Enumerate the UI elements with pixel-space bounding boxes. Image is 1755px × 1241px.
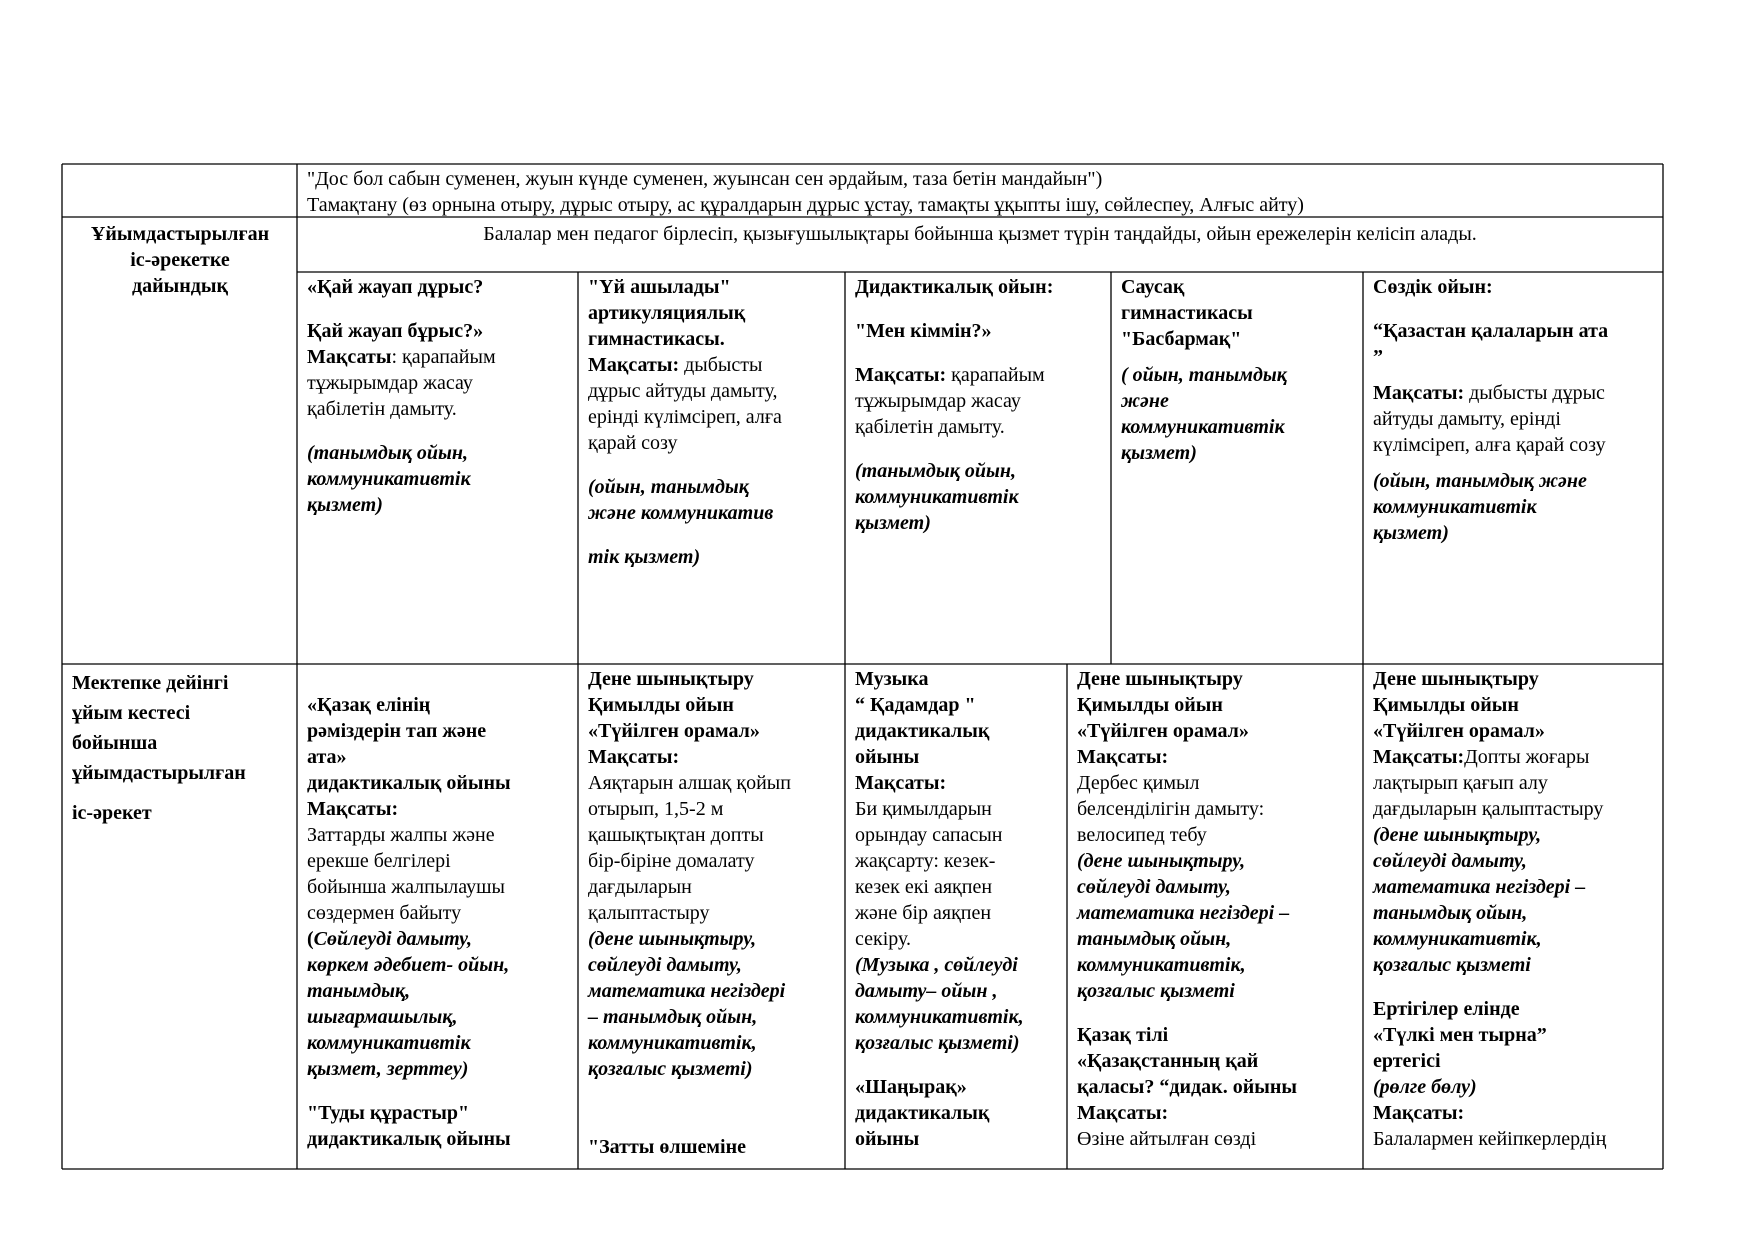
row2-label-line: дайындық [131, 275, 229, 297]
activity-note: коммуникативтік, [855, 1006, 1024, 1028]
game-title: дидактикалық ойыны [307, 1128, 511, 1150]
game-title: "Үй ашылады" [588, 276, 731, 298]
row1-content-cell [299, 166, 1661, 216]
game-title: дидактикалық [855, 1102, 990, 1124]
game-title: "Туды құрастыр" [307, 1102, 470, 1124]
goal-label: Мақсаты: [588, 746, 680, 768]
goal-text: қарай созу [588, 432, 678, 454]
game-title: гимнастикасы [1121, 302, 1253, 324]
goal-text: ерінді күлімсіреп, алға [588, 406, 782, 428]
game-title: ойыны [855, 746, 920, 768]
goal-text: лақтырып қағып алу [1373, 772, 1548, 794]
goal-label: Мақсаты: [855, 772, 947, 794]
game-title: «Түйілген орамал» [588, 720, 760, 742]
game-title: Қай жауап бұрыс?» [307, 320, 484, 342]
game-title: Музыка [855, 668, 929, 690]
goal-text: белсенділігін дамыту: [1077, 798, 1265, 820]
game-title: ата» [307, 746, 347, 768]
row1-line2: Тамақтану (өз орнына отыру, дұрыс отыру, ас құралдарын дұрыс ұстау, тамақты ұқыпты ішу, сөйлеспеу, Алғыс айту) [307, 194, 1304, 216]
game-name: "Мен кіммін?» [855, 320, 992, 342]
activity-note: қозғалыс қызметі) [588, 1058, 753, 1080]
game-title: «Түйілген орамал» [1373, 720, 1545, 742]
game-title: «Шаңырақ» [855, 1076, 967, 1098]
row3-label-line: Мектепке дейінгі [72, 672, 229, 694]
row2-intro: Балалар мен педагог бірлесіп, қызығушылықтары бойынша қызмет түрін таңдайды, ойын ережелерін келісіп алады. [483, 223, 1477, 245]
goal-text: тұжырымдар жасау [855, 390, 1021, 412]
activity-note: (дене шынықтыру, [1373, 824, 1542, 846]
goal-label: Мақсаты [307, 346, 392, 368]
game-title: "Басбармақ" [1121, 328, 1242, 350]
activity-note: қозғалыс қызметі) [855, 1032, 1020, 1054]
goal-text: күлімсіреп, алға қарай созу [1373, 434, 1606, 456]
activity-note: (ойын, танымдық [588, 476, 749, 498]
activity-note: сөйлеуді дамыту, [588, 954, 742, 976]
game-title: «Түйілген орамал» [1077, 720, 1249, 742]
goal-text: қабілетін дамыту. [855, 416, 1005, 438]
activity-note: коммуникативтік, [588, 1032, 757, 1054]
activity-note: (дене шынықтыру, [1077, 850, 1246, 872]
goal-text: Балалармен кейіпкерлердің [1373, 1128, 1607, 1150]
game-title: Дене шынықтыру [1373, 668, 1539, 690]
row3-col1-cell [299, 666, 577, 1168]
activity-note: қозғалыс қызметі [1373, 954, 1531, 976]
activity-note: (танымдық ойын, [855, 460, 1016, 482]
game-title: дидактикалық [855, 720, 990, 742]
activity-note: қызмет) [307, 494, 383, 516]
game-title: Қимылды ойын [1077, 694, 1223, 716]
goal-text: қабілетін дамыту. [307, 398, 457, 420]
game-title: Ертігілер елінде [1373, 998, 1520, 1020]
game-title: дидактикалық ойыны [307, 772, 511, 794]
activity-note: – танымдық ойын, [588, 1006, 758, 1028]
goal-text: велосипед тебу [1077, 824, 1207, 846]
activity-note: танымдық ойын, [1077, 928, 1232, 950]
activity-note: математика негіздері – [1373, 876, 1586, 898]
row3-col4-cell [1069, 666, 1362, 1168]
activity-note: (танымдық ойын, [307, 442, 468, 464]
game-title: “ Қадамдар " [855, 694, 976, 716]
goal-text: Би қимылдарын [855, 798, 992, 820]
row3-col2-cell [580, 666, 844, 1168]
goal-text: айтуды дамыту, ерінді [1373, 408, 1561, 430]
goal-text: отырып, 1,5-2 м [588, 798, 724, 820]
activity-note: коммуникативтік [307, 1032, 471, 1054]
activity-note: коммуникативтік [1373, 496, 1537, 518]
activity-note: тік қызмет) [588, 546, 701, 568]
activity-note: қызмет) [1121, 442, 1197, 464]
goal-text: бойынша жалпылаушы [307, 876, 505, 898]
row2-label-cell [64, 219, 296, 659]
goal-text: дағдыларын [588, 876, 692, 898]
row2-col5-cell [1365, 274, 1662, 662]
activity-note: ( [307, 928, 314, 950]
activity-note: коммуникативтік, [1373, 928, 1542, 950]
activity-note: коммуникативтік [307, 468, 471, 490]
game-name: “Қазастан қалаларын ата [1373, 320, 1609, 342]
activity-note: математика негіздері – [1077, 902, 1290, 924]
activity-note: математика негіздері [588, 980, 786, 1002]
goal-text: Дербес қимыл [1077, 772, 1200, 794]
game-title: ойыны [855, 1128, 920, 1150]
activity-note: және [1121, 390, 1169, 412]
activity-note: (ойын, танымдық және [1373, 470, 1587, 492]
activity-note: дамыту– ойын , [855, 980, 998, 1002]
activity-note: коммуникативтік [855, 486, 1019, 508]
row3-col5-cell [1365, 666, 1662, 1168]
goal-text: қарапайым [946, 364, 1045, 386]
goal-text: жақсарту: кезек- [855, 850, 996, 872]
goal-text: дыбысты [679, 354, 763, 376]
row3-label-line: іс-әрекет [72, 802, 152, 824]
goal-label: Мақсаты: [1373, 746, 1465, 768]
row3-label-line: бойынша [72, 732, 158, 754]
game-title: «Түлкі мен тырна” [1373, 1024, 1547, 1046]
goal-text: Заттарды жалпы және [307, 824, 495, 846]
game-title: Қимылды ойын [1373, 694, 1519, 716]
goal-label: Мақсаты: [1077, 1102, 1169, 1124]
activity-note: Сөйлеуді дамыту, [313, 928, 473, 950]
game-title: «Қай жауап дұрыс? [307, 276, 484, 298]
activity-note: ( ойын, танымдық [1121, 364, 1287, 386]
goal-text: : қарапайым [391, 346, 496, 368]
goal-label: Мақсаты: [307, 798, 399, 820]
goal-label: Мақсаты: [1373, 1102, 1465, 1124]
goal-text: сөздермен байыту [307, 902, 462, 924]
game-title: Дене шынықтыру [588, 668, 754, 690]
game-title: рәміздерін тап және [307, 720, 487, 742]
goal-text: кезек екі аяқпен [855, 876, 993, 898]
goal-text: бір-біріне домалату [588, 850, 755, 872]
row3-label-line: ұйым кестесі [72, 702, 191, 724]
game-title: Дене шынықтыру [1077, 668, 1243, 690]
activity-note: қызмет) [1373, 522, 1449, 544]
activity-note: сөйлеуді дамыту, [1077, 876, 1231, 898]
goal-text: тұжырымдар жасау [307, 372, 473, 394]
goal-text: Допты жоғары [1464, 746, 1590, 768]
row3-label-cell [64, 666, 296, 1166]
activity-note: көркем әдебиет- ойын, [307, 954, 510, 976]
activity-note: коммуникативтік [1121, 416, 1285, 438]
game-title: Қазақ тілі [1077, 1024, 1169, 1046]
row2-col1-cell [299, 274, 577, 662]
activity-note: (рөлге бөлу) [1373, 1076, 1477, 1098]
goal-label: Мақсаты: [1373, 382, 1465, 404]
activity-note: танымдық ойын, [1373, 902, 1528, 924]
activity-note: қызмет) [855, 512, 931, 534]
activity-note: және коммуникатив [588, 502, 774, 524]
goal-text: және бір аяқпен [855, 902, 992, 924]
game-title: «Қазақ елінің [307, 694, 431, 716]
row2-intro-cell [299, 219, 1661, 271]
game-title: ертегісі [1373, 1050, 1441, 1072]
goal-text: дұрыс айтуды дамыту, [588, 380, 778, 402]
goal-text: ерекше белгілері [307, 850, 451, 872]
row1-line1: "Дос бол сабын суменен, жуын күнде суменен, жуынсан сен әрдайым, таза бетін мандайын") [307, 168, 1103, 190]
game-title: «Қазақстанның қай [1077, 1050, 1259, 1072]
game-title: қаласы? “дидак. ойыны [1077, 1076, 1297, 1098]
row2-col2-cell [580, 274, 844, 662]
game-name: ” [1373, 346, 1383, 368]
goal-label: Мақсаты: [1077, 746, 1169, 768]
game-title: Дидактикалық ойын: [855, 276, 1054, 298]
game-title: гимнастикасы. [588, 328, 725, 350]
row2-col3-cell [847, 274, 1110, 662]
activity-note: коммуникативтік, [1077, 954, 1246, 976]
goal-label: Мақсаты: [588, 354, 680, 376]
goal-text: Аяқтарын алшақ қойып [588, 772, 791, 794]
row3-col3-cell [847, 666, 1066, 1168]
game-title: Қимылды ойын [588, 694, 734, 716]
activity-note: (Музыка , сөйлеуді [855, 954, 1018, 976]
goal-text: дыбысты дұрыс [1464, 382, 1605, 404]
goal-text: дағдыларын қалыптастыру [1373, 798, 1604, 820]
activity-note: шығармашылық, [307, 1006, 458, 1028]
activity-note: танымдық, [307, 980, 411, 1002]
activity-note: сөйлеуді дамыту, [1373, 850, 1527, 872]
goal-text: орындау сапасын [855, 824, 1003, 846]
goal-label: Мақсаты: [855, 364, 947, 386]
game-title: "Затты өлшеміне [588, 1136, 746, 1158]
row3-label-line: ұйымдастырылған [72, 762, 246, 784]
activity-note: қызмет, зерттеу) [307, 1058, 469, 1080]
row2-label-line: Ұйымдастырылған [90, 223, 270, 245]
goal-text: секіру. [855, 928, 912, 950]
game-title: Сөздік ойын: [1373, 276, 1493, 298]
goal-text: қашықтықтан допты [588, 824, 764, 846]
goal-text: қалыптастыру [588, 902, 710, 924]
game-title: Саусақ [1121, 276, 1185, 298]
row2-col4-cell [1113, 274, 1362, 662]
game-title: артикуляциялық [588, 302, 746, 324]
activity-note: қозғалыс қызметі [1077, 980, 1235, 1002]
row2-label-line: іс-әрекетке [130, 249, 230, 271]
goal-text: Өзіне айтылған сөзді [1077, 1128, 1257, 1150]
activity-note: (дене шынықтыру, [588, 928, 757, 950]
